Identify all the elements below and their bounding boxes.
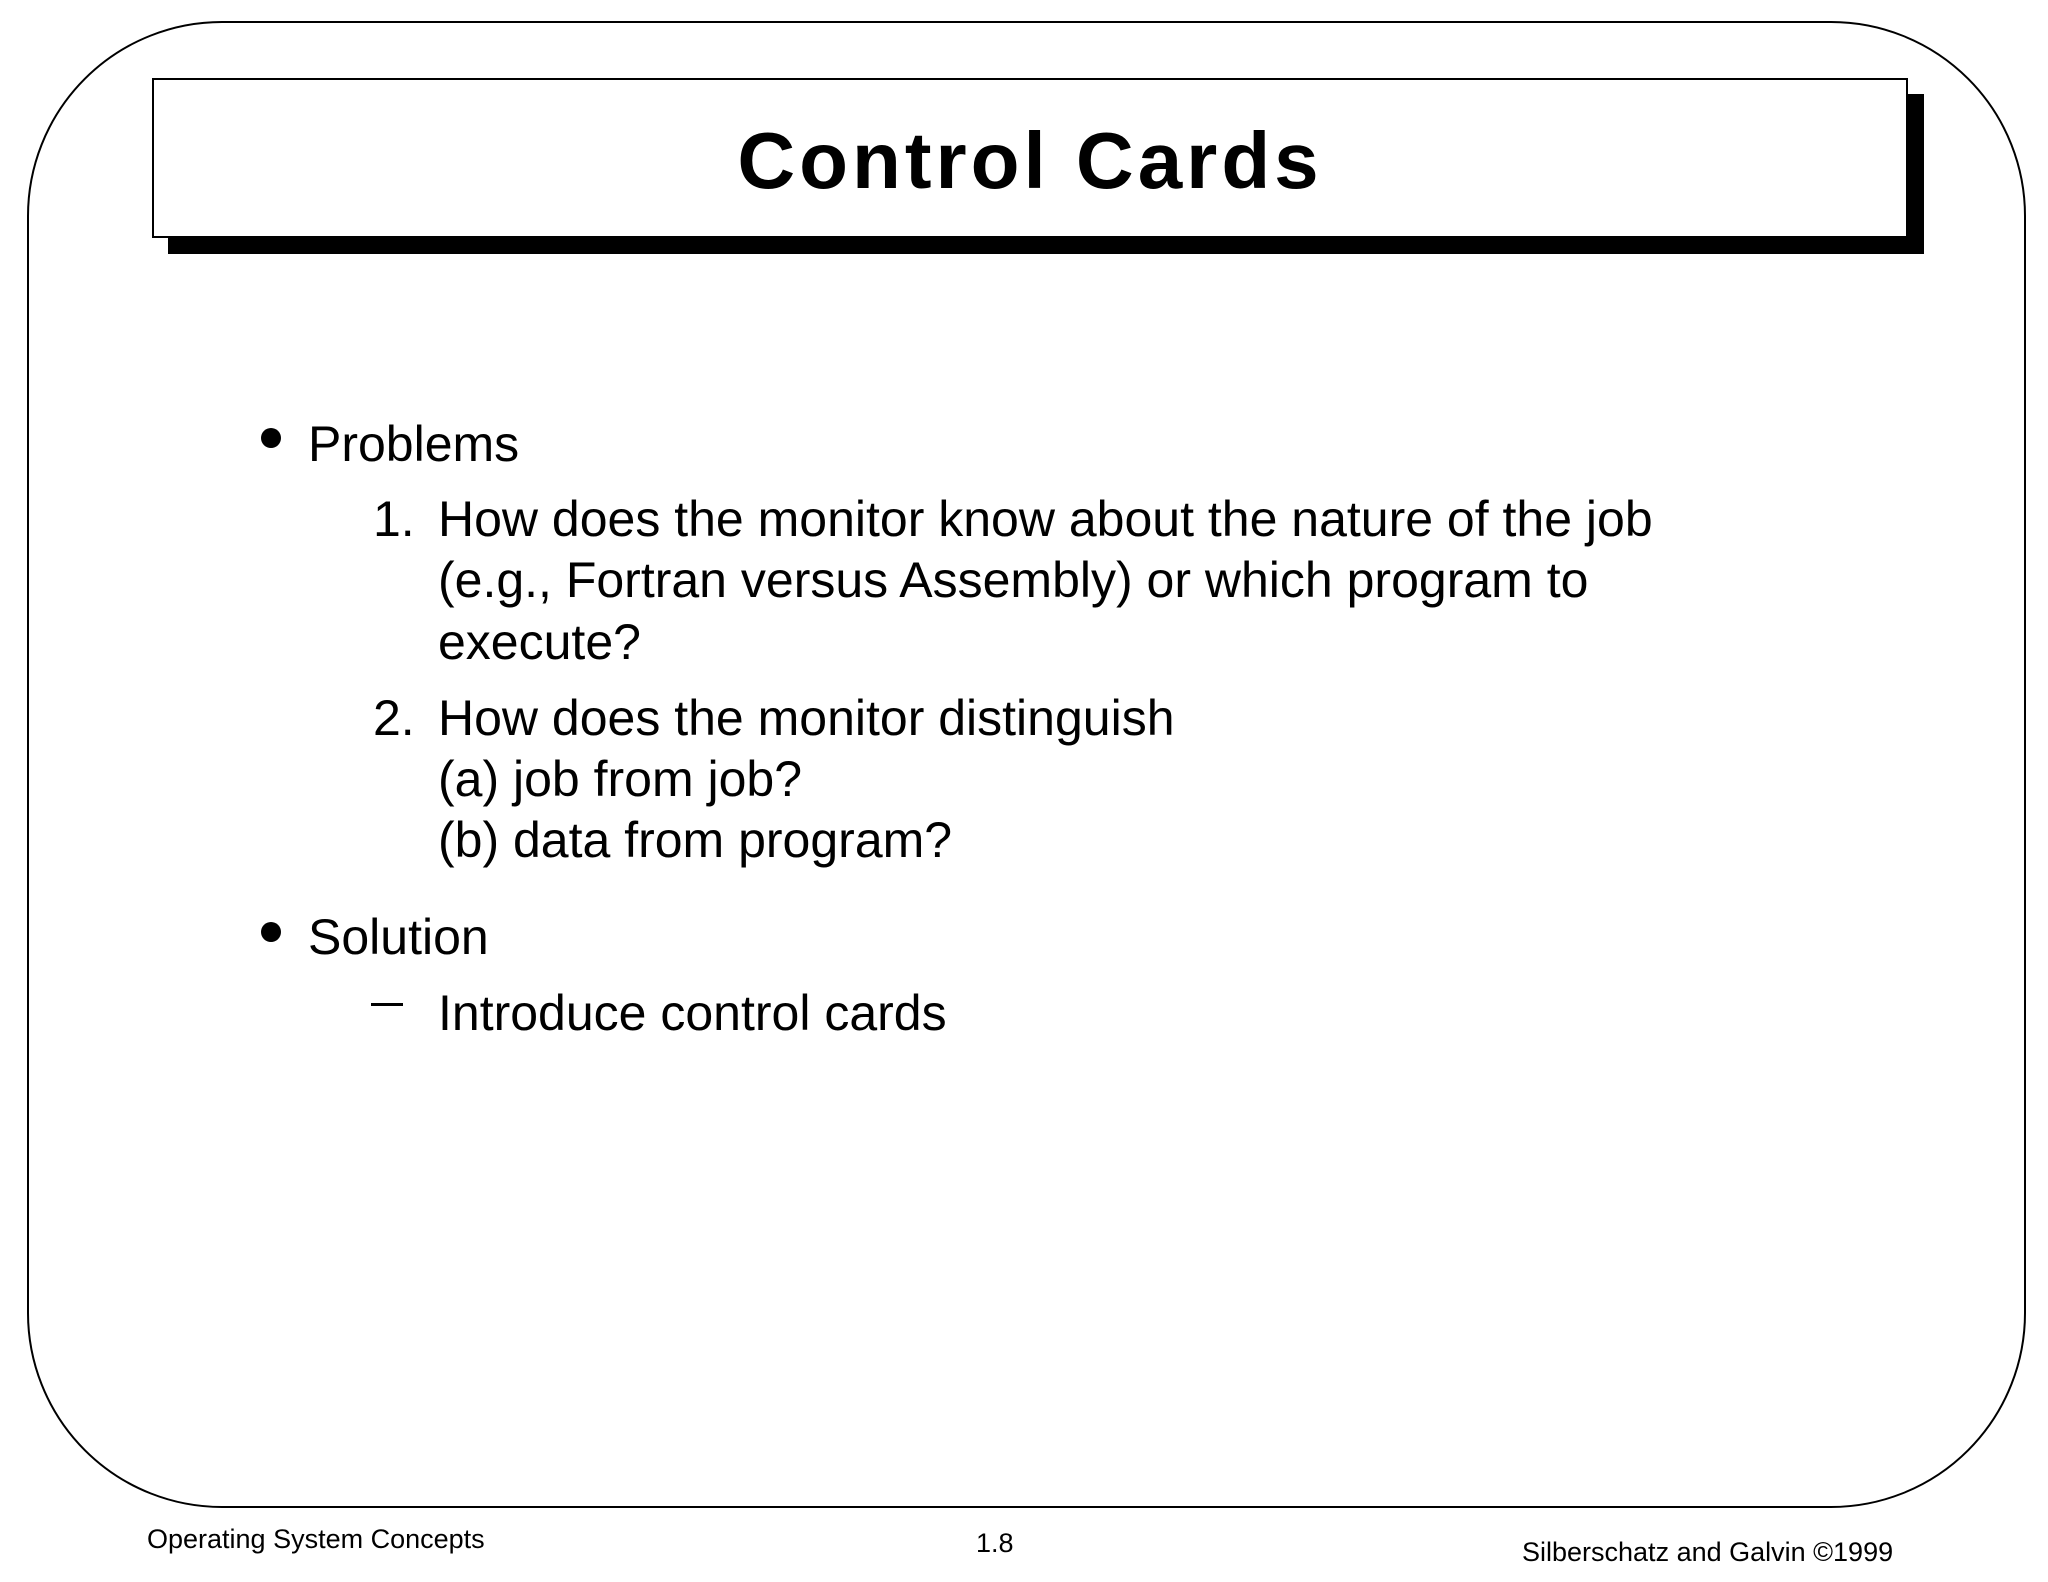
item-number-2: 2. (373, 690, 415, 746)
footer-left: Operating System Concepts (147, 1524, 485, 1554)
item-1-line-3: execute? (438, 614, 641, 670)
bullet-dot-icon (261, 922, 281, 942)
item-number-1: 1. (373, 491, 415, 547)
bullet-dot-icon (261, 428, 281, 448)
bullet-label-solution: Solution (308, 909, 489, 965)
item-2-line-2: (a) job from job? (438, 751, 803, 807)
dash-icon (371, 1003, 403, 1006)
bullet-label-problems: Problems (308, 416, 520, 472)
item-2-line-3: (b) data from program? (438, 812, 953, 868)
solution-item-line-1: Introduce control cards (438, 985, 947, 1041)
slide-title: Control Cards (737, 116, 1323, 205)
footer-right: Silberschatz and Galvin ©1999 (1522, 1537, 1894, 1567)
footer-page-number: 1.8 (976, 1528, 1014, 1558)
item-1-line-1: How does the monitor know about the nature of the job (438, 491, 1653, 547)
item-2-line-1: How does the monitor distinguish (438, 690, 1175, 746)
item-1-line-2: (e.g., Fortran versus Assembly) or which program to (438, 552, 1589, 608)
